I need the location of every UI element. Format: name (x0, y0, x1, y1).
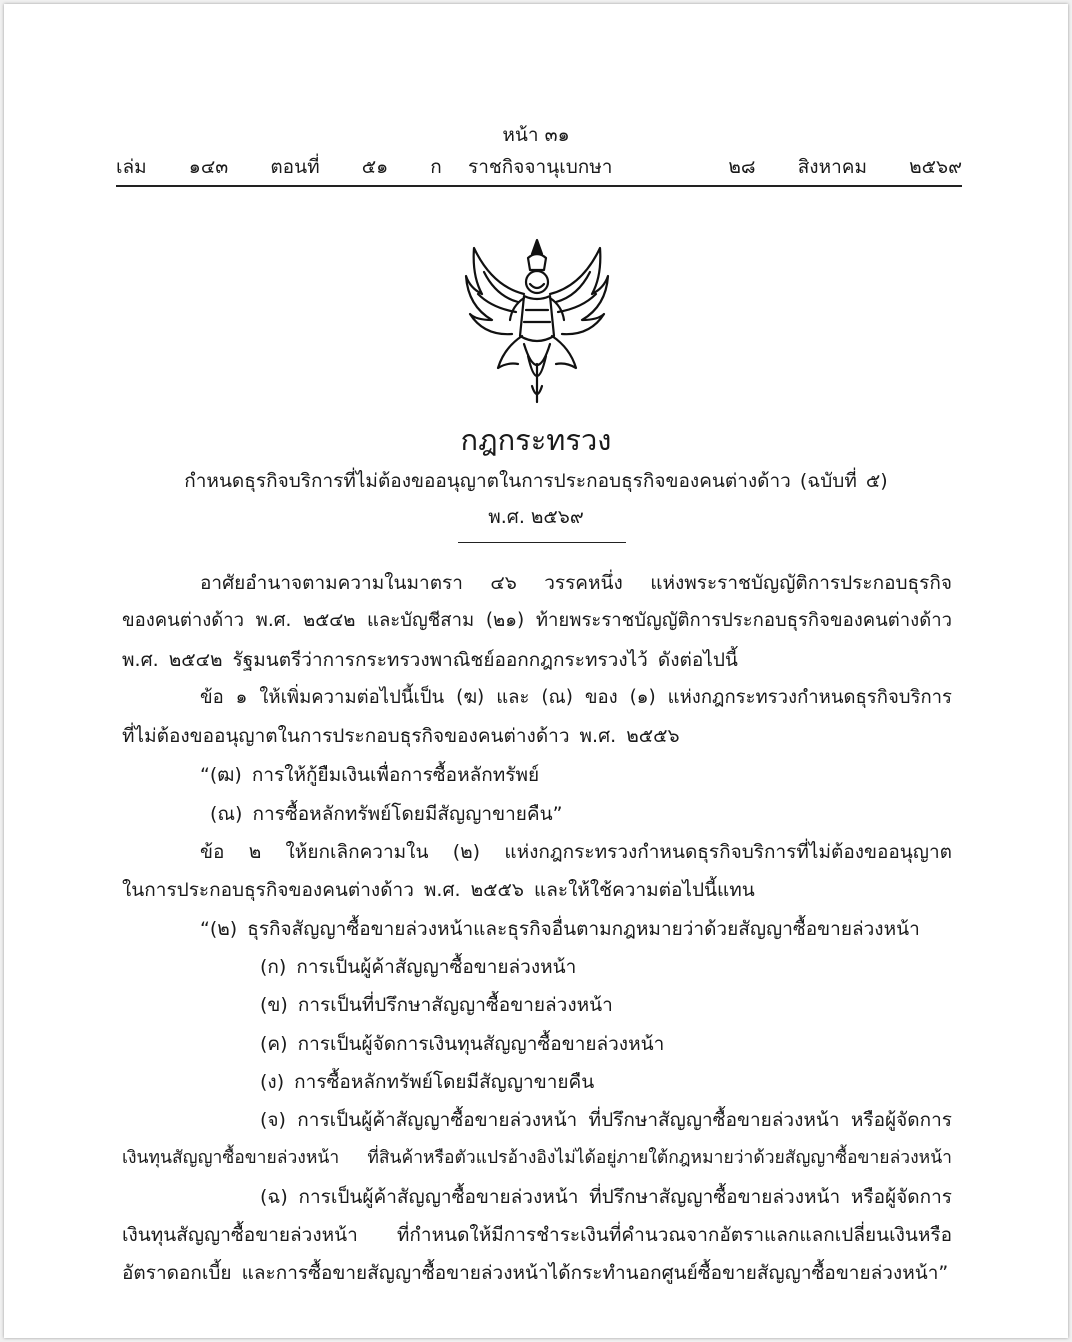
garuda-emblem-icon (462, 236, 612, 404)
volume-info: เล่ม ๑๔๓ ตอนที่ ๕๑ ก (116, 156, 442, 178)
body-line: “(๒) ธุรกิจสัญญาซื้อขายล่วงหน้าและธุรกิจอื่นตามกฎหมายว่าด้วยสัญญาซื้อขายล่วงหน้า (200, 918, 920, 940)
body-line: ข้อ ๒ ให้ยกเลิกความใน (๒) แห่งกฎกระทรวงกำหนดธุรกิจบริการที่ไม่ต้องขออนุญาต (200, 841, 952, 863)
page-number: หน้า ๓๑ (502, 124, 570, 146)
title-divider (458, 542, 626, 543)
body-line: (ง) การซื้อหลักทรัพย์โดยมีสัญญาขายคืน (260, 1071, 595, 1093)
body-line: (ค) การเป็นผู้จัดการเงินทุนสัญญาซื้อขายล่วงหน้า (260, 1033, 665, 1055)
body-line: ข้อ ๑ ให้เพิ่มความต่อไปนี้เป็น (ฆ) และ (ณ) ของ (๑) แห่งกฎกระทรวงกำหนดธุรกิจบริการ (200, 687, 952, 708)
body-line: (ก) การเป็นผู้ค้าสัญญาซื้อขายล่วงหน้า (260, 956, 577, 978)
body-line: เงินทุนสัญญาซื้อขายล่วงหน้า ที่สินค้าหรือตัวแปรอ้างอิงไม่ได้อยู่ภายใต้กฎหมายว่าด้วยสัญญาซื้อขายล่วงหน้า (122, 1148, 952, 1168)
body-line: “(ฒ) การให้กู้ยืมเงินเพื่อการซื้อหลักทรัพย์ (200, 764, 540, 786)
body-line: (ข) การเป็นที่ปรึกษาสัญญาซื้อขายล่วงหน้า (260, 994, 613, 1016)
gazette-name: ราชกิจจานุเบกษา (468, 156, 613, 178)
document-subtitle: กำหนดธุรกิจบริการที่ไม่ต้องขออนุญาตในการประกอบธุรกิจของคนต่างด้าว (ฉบับที่ ๕) (184, 470, 888, 492)
document-year: พ.ศ. ๒๕๖๙ (488, 506, 584, 528)
body-line: (จ) การเป็นผู้ค้าสัญญาซื้อขายล่วงหน้า ที่ปรึกษาสัญญาซื้อขายล่วงหน้า หรือผู้จัดการ (260, 1109, 952, 1131)
body-line: อัตราดอกเบี้ย และการซื้อขายสัญญาซื้อขายล่วงหน้าได้กระทำนอกศูนย์ซื้อขายสัญญาซื้อขายล่วงหน้า” (122, 1262, 949, 1284)
body-line: อาศัยอำนาจตามความในมาตรา ๔๖ วรรคหนึ่ง แห่งพระราชบัญญัติการประกอบธุรกิจ (200, 572, 952, 594)
header-rule (116, 185, 962, 187)
gazette-page (4, 4, 1068, 1338)
body-line: ที่ไม่ต้องขออนุญาตในการประกอบธุรกิจของคนต่างด้าว พ.ศ. ๒๕๕๖ (122, 725, 680, 747)
body-line: ในการประกอบธุรกิจของคนต่างด้าว พ.ศ. ๒๕๕๖ และให้ใช้ความต่อไปนี้แทน (122, 879, 755, 901)
document-title: กฎกระทรวง (460, 423, 612, 457)
body-line: (ฉ) การเป็นผู้ค้าสัญญาซื้อขายล่วงหน้า ที่ปรึกษาสัญญาซื้อขายล่วงหน้า หรือผู้จัดการ (260, 1186, 952, 1208)
body-line: พ.ศ. ๒๕๔๒ รัฐมนตรีว่าการกระทรวงพาณิชย์ออกกฎกระทรวงไว้ ดังต่อไปนี้ (122, 649, 738, 671)
body-line: เงินทุนสัญญาซื้อขายล่วงหน้า ที่กำหนดให้มีการชำระเงินที่คำนวณจากอัตราแลกแลกเปลี่ยนเงินหรือ (122, 1224, 952, 1246)
body-line: (ณ) การซื้อหลักทรัพย์โดยมีสัญญาขายคืน” (210, 803, 563, 825)
publication-date: ๒๘ สิงหาคม ๒๕๖๙ (728, 156, 962, 178)
gazette-header (116, 152, 962, 182)
body-line: ของคนต่างด้าว พ.ศ. ๒๕๔๒ และบัญชีสาม (๒๑) ท้ายพระราชบัญญัติการประกอบธุรกิจของคนต่างด้าว (122, 610, 952, 631)
